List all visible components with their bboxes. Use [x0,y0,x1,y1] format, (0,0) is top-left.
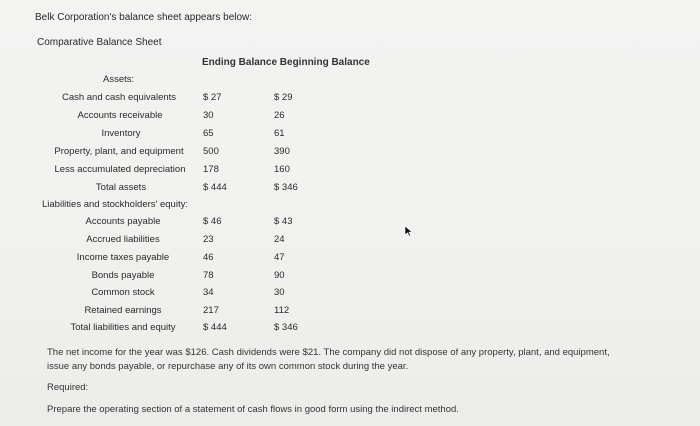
problem-text-line1: The net income for the year was $126. Cash dividends were $21. The company did not dispose of any property, plant, and equipment, [47,347,610,358]
beginning-value: 26 [274,110,285,121]
row-label: Total liabilities and equity [70,322,176,333]
beginning-value: 390 [274,146,290,157]
row-label: Property, plant, and equipment [54,146,184,157]
row-label: Income taxes payable [76,252,170,263]
ending-value: 34 [203,287,214,298]
beginning-value: 90 [274,270,285,281]
ending-value: 46 [203,252,214,263]
row-label: Common stock [91,287,155,298]
ending-value: 23 [203,234,214,245]
intro-text: Belk Corporation's balance sheet appears below: [35,12,253,23]
ending-value: $ 444 [203,322,227,333]
beginning-value: 61 [274,128,285,139]
row-label: Accrued liabilities [86,234,160,245]
row-label: Retained earnings [84,305,162,316]
ending-value: $ 46 [203,216,222,227]
ending-value: 217 [203,305,219,316]
beginning-value: 112 [274,305,290,316]
row-label: Bonds payable [91,270,155,281]
required-label: Required: [47,382,89,393]
beginning-value: $ 43 [274,216,293,227]
required-text: Prepare the operating section of a statement of cash flows in good form using the indirect method. [47,404,459,415]
ending-value: 178 [203,164,219,175]
row-label: Cash and cash equivalents [61,92,177,103]
mouse-pointer-icon [404,224,413,242]
beginning-value: 24 [274,234,285,245]
assets-heading: Assets: [103,74,135,85]
column-header: Ending Balance Beginning Balance [202,57,370,68]
ending-value: 500 [203,146,219,157]
beginning-value: 47 [274,252,285,263]
beginning-value: $ 346 [274,182,298,193]
ending-value: $ 27 [203,92,222,103]
beginning-value: $ 29 [274,92,293,103]
sheet-title: Comparative Balance Sheet [37,37,162,48]
ending-value: 78 [203,270,214,281]
liabilities-heading: Liabilities and stockholders' equity: [42,199,188,210]
ending-value: 65 [203,128,214,139]
beginning-value: 160 [274,164,290,175]
row-label: Less accumulated depreciation [54,164,186,175]
ending-value: 30 [203,110,214,121]
row-label: Total assets [95,182,147,193]
ending-value: $ 444 [203,182,227,193]
row-label: Inventory [101,128,141,139]
beginning-value: 30 [274,287,285,298]
row-label: Accounts payable [85,216,161,227]
beginning-value: $ 346 [274,322,298,333]
row-label: Accounts receivable [77,110,163,121]
problem-text-line2: issue any bonds payable, or repurchase any of its own common stock during the year. [47,361,409,372]
